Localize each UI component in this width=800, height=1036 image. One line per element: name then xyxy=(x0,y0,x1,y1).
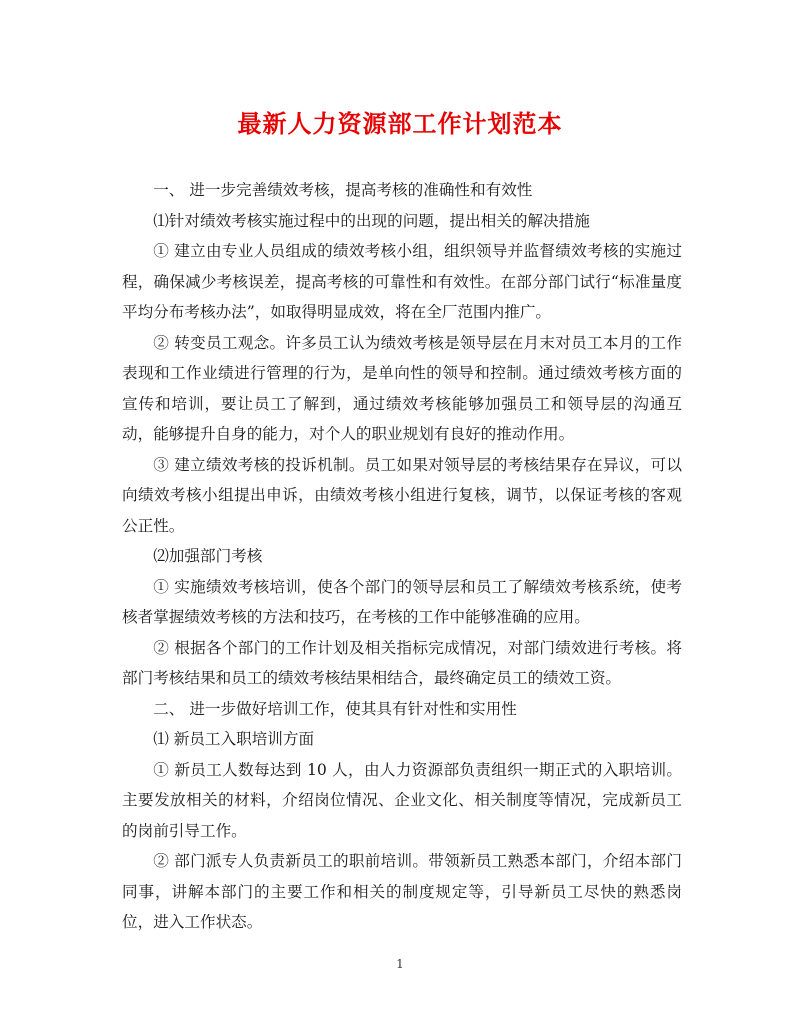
paragraph-1-1-2: ② 转变员工观念。许多员工认为绩效考核是领导层在月末对员工本月的工作表现和工作业绩进行管理的行为，是单向性的领导和控制。通过绩效考核方面的宣传和培训，要让员工了解到，通过绩效考核能够加强员工和领导层的沟通互动，能够提升自身的能力，对个人的职业规划有良好的推动作用。 xyxy=(122,333,682,443)
subsection-heading-2-1: ⑴ 新员工入职培训方面 xyxy=(153,730,315,748)
paragraph-1-2-1: ① 实施绩效考核培训，使各个部门的领导层和员工了解绩效考核系统，使考核者掌握绩效考核的方法和技巧，在考核的工作中能够准确的应用。 xyxy=(122,577,682,626)
subsection-heading-1-2: ⑵加强部门考核 xyxy=(153,547,263,565)
document-title: 最新人力资源部工作计划范本 xyxy=(237,109,563,138)
page-number: 1 xyxy=(396,957,404,971)
section-heading-2: 二、 进一步做好培训工作，使其具有针对性和实用性 xyxy=(153,699,517,718)
paragraph-2-1-2: ② 部门派专人负责新员工的职前培训。带领新员工熟悉本部门，介绍本部门同事，讲解本部门的主要工作和相关的制度规定等，引导新员工尽快的熟悉岗位，进入工作状态。 xyxy=(122,852,682,931)
document-body xyxy=(122,175,682,938)
paragraph-1-1-3: ③ 建立绩效考核的投诉机制。员工如果对领导层的考核结果存在异议，可以向绩效考核小组提出申诉，由绩效考核小组进行复核，调节，以保证考核的客观公正性。 xyxy=(122,455,682,535)
paragraph-2-1-1: ① 新员工人数每达到 10 人，由人力资源部负责组织一期正式的入职培训。主要发放相关的材料，介绍岗位情况、企业文化、相关制度等情况，完成新员工的岗前引导工作。 xyxy=(122,760,682,840)
section-heading-1: 一、 进一步完善绩效考核，提高考核的准确性和有效性 xyxy=(153,181,533,199)
paragraph-1-1-1: ① 建立由专业人员组成的绩效考核小组，组织领导并监督绩效考核的实施过程，确保减少考核误差，提高考核的可靠性和有效性。在部分部门试行“标准量度平均分布考核办法”，如取得明显成效，将在全厂范围内推广。 xyxy=(122,242,682,321)
paragraph-1-2-2: ② 根据各个部门的工作计划及相关指标完成情况，对部门绩效进行考核。将部门考核结果和员工的绩效考核结果相结合，最终确定员工的绩效工资。 xyxy=(122,638,682,687)
subsection-heading-1-1: ⑴针对绩效考核实施过程中的出现的问题，提出相关的解决措施 xyxy=(153,211,590,230)
